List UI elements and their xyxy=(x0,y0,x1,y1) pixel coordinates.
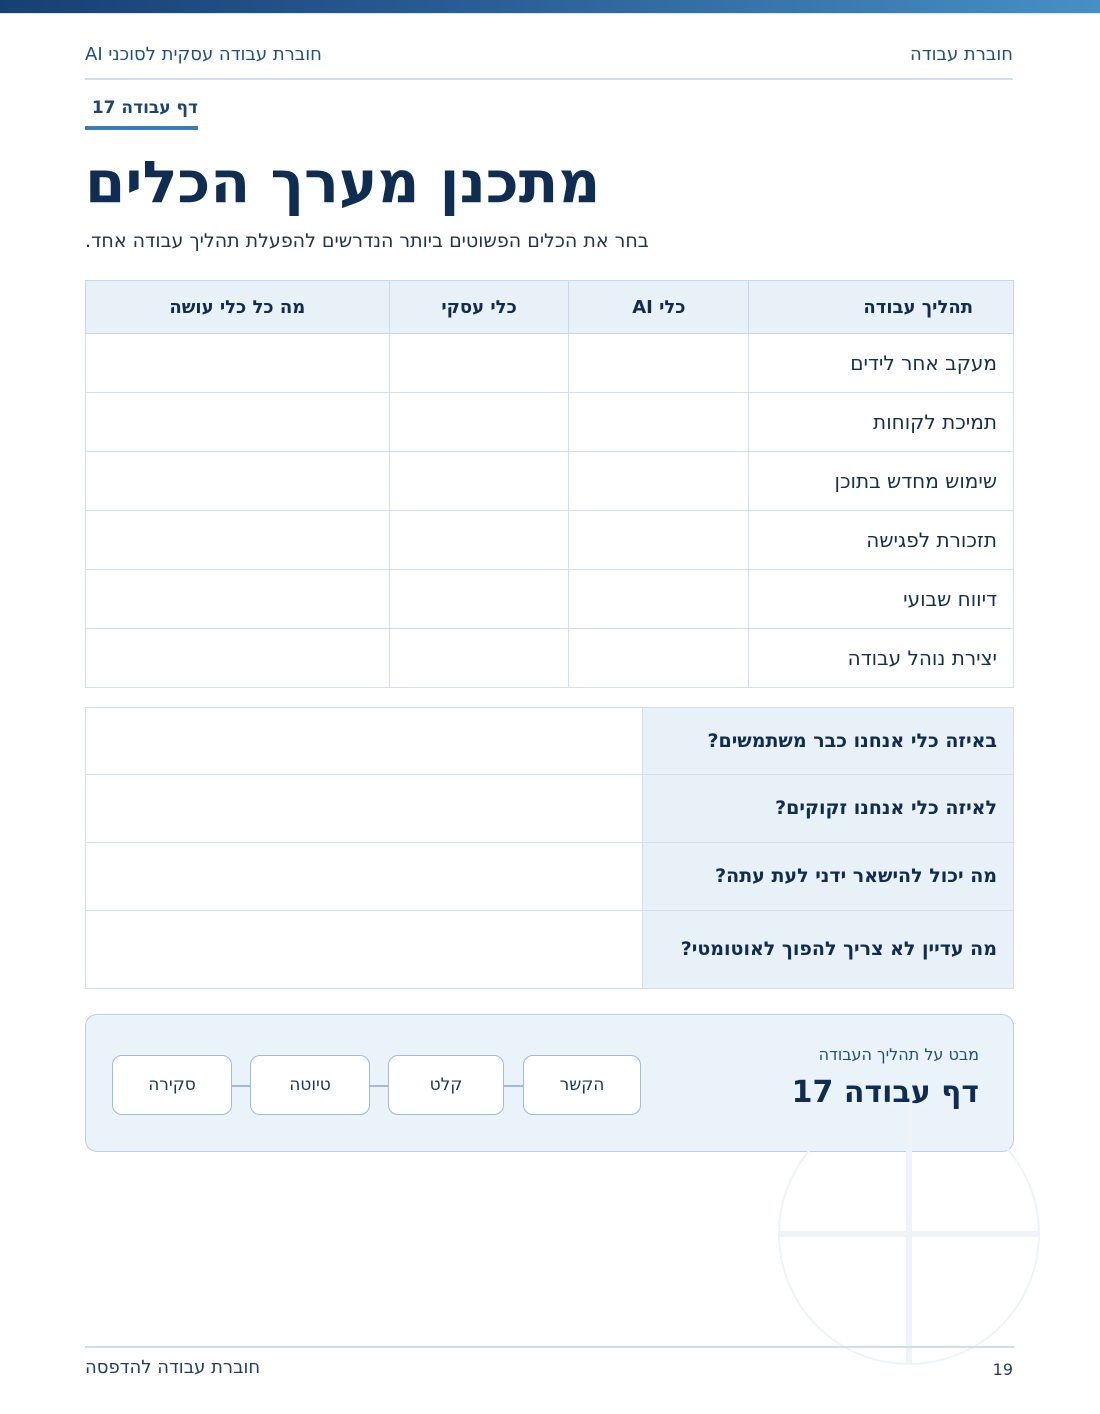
question-label: באיזה כלי אנחנו כבר משתמשים? xyxy=(643,708,1014,775)
page-header xyxy=(85,40,1013,80)
column-header-business-tool: כלי עסקי xyxy=(389,281,569,334)
business-tool-cell[interactable] xyxy=(389,452,569,511)
question-label: לאיזה כלי אנחנו זקוקים? xyxy=(643,775,1014,843)
tool-stack-table xyxy=(85,280,1014,688)
table-header-row xyxy=(86,281,1014,334)
table-row xyxy=(86,511,1014,570)
column-header-tool-purpose: מה כל כלי עושה xyxy=(86,281,390,334)
footer-divider xyxy=(85,1346,1014,1348)
decorative-circle-watermark xyxy=(778,1103,1040,1365)
business-tool-cell[interactable] xyxy=(389,393,569,452)
header-book-title: חוברת עבודה עסקית לסוכני AI xyxy=(85,44,322,65)
ai-tool-cell[interactable] xyxy=(569,334,749,393)
workflow-name-cell: דיווח שבועי xyxy=(749,570,1014,629)
column-header-ai-tool: כלי AI xyxy=(569,281,749,334)
table-row xyxy=(86,570,1014,629)
workflow-name-cell: תמיכת לקוחות xyxy=(749,393,1014,452)
footer-label: חוברת עבודה להדפסה xyxy=(85,1357,261,1378)
question-row xyxy=(86,843,1014,911)
answer-cell[interactable] xyxy=(86,708,643,775)
workflow-summary-title: דף עבודה 17 xyxy=(791,1075,979,1110)
ai-tool-cell[interactable] xyxy=(569,393,749,452)
tool-purpose-cell[interactable] xyxy=(86,334,390,393)
workflow-step-context: הקשר xyxy=(523,1055,641,1115)
question-row xyxy=(86,775,1014,843)
answer-cell[interactable] xyxy=(86,843,643,911)
step-connector xyxy=(230,1085,250,1087)
business-tool-cell[interactable] xyxy=(389,629,569,688)
answer-cell[interactable] xyxy=(86,775,643,843)
table-row xyxy=(86,452,1014,511)
question-label: מה יכול להישאר ידני לעת עתה? xyxy=(643,843,1014,911)
ai-tool-cell[interactable] xyxy=(569,452,749,511)
business-tool-cell[interactable] xyxy=(389,511,569,570)
column-header-workflow: תהליך עבודה xyxy=(749,281,1014,334)
tool-purpose-cell[interactable] xyxy=(86,511,390,570)
page-number: 19 xyxy=(992,1360,1013,1379)
tool-purpose-cell[interactable] xyxy=(86,629,390,688)
tool-purpose-cell[interactable] xyxy=(86,393,390,452)
tool-purpose-cell[interactable] xyxy=(86,570,390,629)
page-subtitle: בחר את הכלים הפשוטים ביותר הנדרשים להפעלת תהליך עבודה אחד. xyxy=(85,230,649,252)
workflow-name-cell: יצירת נוהל עבודה xyxy=(749,629,1014,688)
business-tool-cell[interactable] xyxy=(389,570,569,629)
workflow-name-cell: שימוש מחדש בתוכן xyxy=(749,452,1014,511)
workflow-summary-caption: מבט על תהליך העבודה xyxy=(818,1045,979,1064)
tool-purpose-cell[interactable] xyxy=(86,452,390,511)
question-row xyxy=(86,911,1014,989)
ai-tool-cell[interactable] xyxy=(569,629,749,688)
step-connector xyxy=(368,1085,388,1087)
step-connector xyxy=(502,1085,523,1087)
worksheet-tag: דף עבודה 17 xyxy=(85,98,198,130)
ai-tool-cell[interactable] xyxy=(569,511,749,570)
page-title: מתכנן מערך הכלים xyxy=(85,148,601,216)
top-accent-bar xyxy=(0,0,1100,13)
workflow-step-review: סקירה xyxy=(112,1055,232,1115)
workflow-name-cell: תזכורת לפגישה xyxy=(749,511,1014,570)
header-section-label: חוברת עבודה xyxy=(910,44,1013,65)
question-label: מה עדיין לא צריך להפוך לאוטומטי? xyxy=(643,911,1014,989)
workflow-step-input: קלט xyxy=(388,1055,504,1115)
table-row xyxy=(86,629,1014,688)
table-row xyxy=(86,393,1014,452)
workflow-step-draft: טיוטה xyxy=(250,1055,370,1115)
ai-tool-cell[interactable] xyxy=(569,570,749,629)
top-accent-line xyxy=(0,13,1100,14)
reflection-questions-table xyxy=(85,707,1014,989)
question-row xyxy=(86,708,1014,775)
workflow-name-cell: מעקב אחר לידים xyxy=(749,334,1014,393)
answer-cell[interactable] xyxy=(86,911,643,989)
business-tool-cell[interactable] xyxy=(389,334,569,393)
table-row xyxy=(86,334,1014,393)
